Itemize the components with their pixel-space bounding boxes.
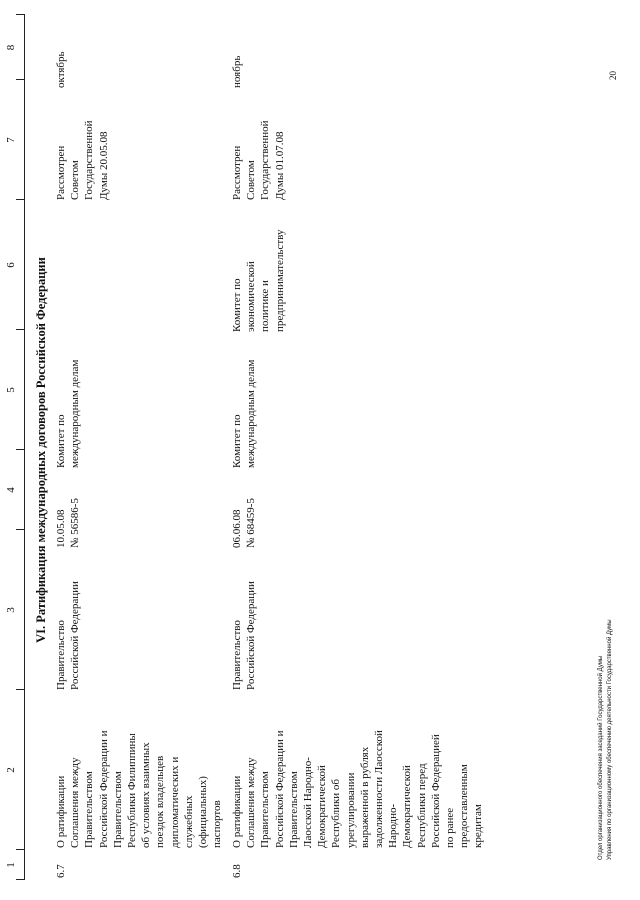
row-2-initiator: Правительство Российской Федерации bbox=[231, 581, 258, 690]
footer-line-1: Отдел организационного обеспечения заседаний Государственной Думы bbox=[598, 655, 604, 860]
page-number: 20 bbox=[608, 71, 618, 80]
row-1-committee: Комитет по международным делам bbox=[55, 359, 82, 468]
header-tick bbox=[16, 14, 25, 15]
column-number-4: 4 bbox=[5, 487, 17, 493]
header-tick bbox=[16, 329, 25, 330]
row-1-number: 6.7 bbox=[55, 864, 67, 878]
header-tick bbox=[16, 879, 25, 880]
header-tick bbox=[16, 689, 25, 690]
row-1-month: октябрь bbox=[55, 51, 67, 88]
header-tick bbox=[16, 79, 25, 80]
header-tick bbox=[16, 199, 25, 200]
row-2-subject: О ратификации Соглашения между Правительством Российской Федерации и Правительством Лаосской Народно- Демократической Республики об урегулировании выраженной в рублях задолженности Лаосской Народно- Демократической Республики перед Российской Федерацией по ранее предоставленным кредитам bbox=[231, 730, 485, 848]
row-1-subject: О ратификации Соглашения между Правительством Российской Федерации и Правительством Республики Филиппины об условиях взаимных поездок владельцев дипломатических и служебных (официальных) паспортов bbox=[55, 730, 224, 848]
row-2-status: Рассмотрен Советом Государственной Думы 01.07.08 bbox=[231, 120, 286, 200]
header-tick bbox=[16, 449, 25, 450]
section-title: VI. Ратификация международных договоров Российской Федерации bbox=[34, 257, 48, 643]
column-number-2: 2 bbox=[5, 767, 17, 773]
header-tick bbox=[16, 849, 25, 850]
column-number-5: 5 bbox=[5, 387, 17, 393]
header-tick bbox=[16, 529, 25, 530]
row-1-date-registration: 10.05.08 № 56586-5 bbox=[55, 498, 82, 548]
row-1-status: Рассмотрен Советом Государственной Думы 20.05.08 bbox=[55, 120, 110, 200]
column-number-8: 8 bbox=[5, 44, 17, 51]
row-2-number: 6.8 bbox=[231, 864, 243, 878]
row-2-date-registration: 06.06.08 № 68459-5 bbox=[231, 498, 258, 548]
column-header-row bbox=[2, 15, 25, 880]
row-2-co-committee: Комитет по экономической политике и предпринимательству bbox=[231, 229, 286, 332]
column-number-3: 3 bbox=[5, 607, 17, 613]
row-1-initiator: Правительство Российской Федерации bbox=[55, 581, 82, 690]
footer-line-2: Управления по организационному обеспечению деятельности Государственной Думы bbox=[607, 619, 613, 860]
row-2-committee: Комитет по международным делам bbox=[231, 359, 258, 468]
row-2-month: ноябрь bbox=[231, 55, 243, 88]
column-number-7: 7 bbox=[5, 137, 17, 143]
column-number-6: 6 bbox=[5, 262, 17, 268]
column-number-1: 1 bbox=[5, 862, 17, 868]
